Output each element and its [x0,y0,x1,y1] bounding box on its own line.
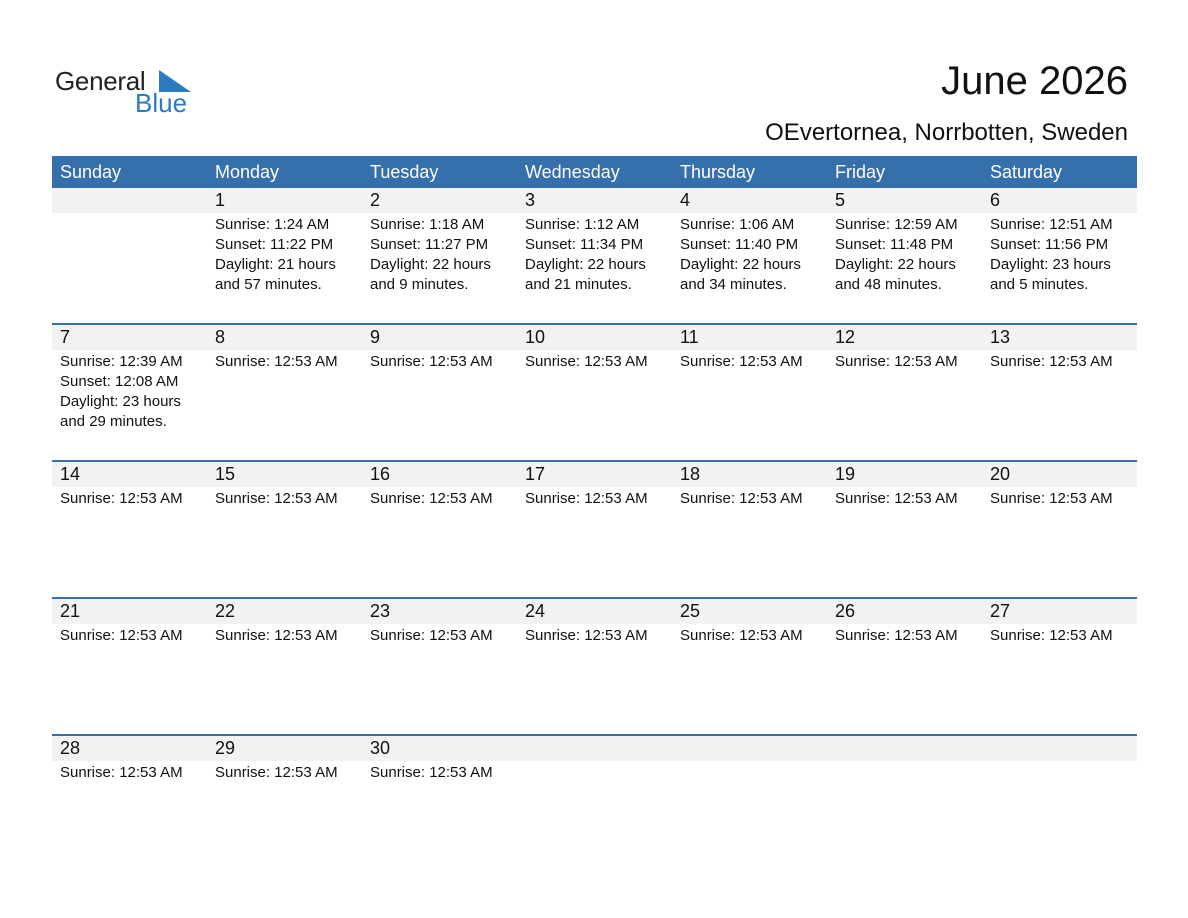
day-sun-info: Sunrise: 12:53 AM [215,353,338,370]
weekday-saturday: Saturday [990,162,1063,182]
day-number: 25 [672,599,827,624]
day-sun-info [517,761,672,763]
day-cell [517,462,672,597]
day-number: 2 [362,188,517,213]
day-cell [827,188,982,323]
day-sun-info: Sunrise: 12:53 AM [60,490,183,507]
day-sun-info [52,213,207,215]
day-sun-info: Sunrise: 12:53 AM [215,627,338,644]
day-sun-info: Sunrise: 12:53 AM [525,353,648,370]
day-sun-info: Sunrise: 1:18 AM Sunset: 11:27 PM Daylight: 22 hours and 9 minutes. [370,216,491,293]
day-number: 13 [982,325,1137,350]
week-row [52,597,1137,734]
day-cell [362,462,517,597]
day-cell [982,599,1137,734]
day-cell [517,325,672,460]
week-days [52,325,1137,460]
day-cell [207,599,362,734]
day-number [982,736,1137,761]
day-sun-info: Sunrise: 12:53 AM [60,627,183,644]
day-number: 17 [517,462,672,487]
day-number: 9 [362,325,517,350]
day-number: 27 [982,599,1137,624]
day-number [517,736,672,761]
weekday-wednesday: Wednesday [525,162,620,182]
day-sun-info: Sunrise: 12:53 AM [525,490,648,507]
day-cell [207,188,362,323]
day-number: 10 [517,325,672,350]
weeks-container [52,188,1137,871]
day-number: 30 [362,736,517,761]
day-number: 1 [207,188,362,213]
week-row [52,323,1137,460]
day-number [52,188,207,213]
day-sun-info: Sunrise: 12:53 AM [680,627,803,644]
day-cell [52,188,207,323]
day-number: 8 [207,325,362,350]
day-sun-info: Sunrise: 12:53 AM [370,490,493,507]
weekday-tuesday: Tuesday [370,162,439,182]
weekday-thursday: Thursday [680,162,756,182]
day-cell [982,736,1137,871]
day-sun-info: Sunrise: 12:53 AM [60,764,183,781]
day-sun-info: Sunrise: 1:24 AM Sunset: 11:22 PM Daylight: 21 hours and 57 minutes. [215,216,336,293]
day-number: 18 [672,462,827,487]
weekday-sunday: Sunday [60,162,122,182]
day-cell [52,599,207,734]
day-cell [517,736,672,871]
week-row [52,734,1137,871]
weekday-monday: Monday [215,162,280,182]
day-number [672,736,827,761]
logo-text-blue: Blue [135,88,188,118]
day-sun-info: Sunrise: 12:53 AM [215,764,338,781]
day-cell [362,736,517,871]
day-number: 22 [207,599,362,624]
day-number: 23 [362,599,517,624]
day-cell [672,188,827,323]
day-number: 3 [517,188,672,213]
week-days [52,599,1137,734]
day-number: 26 [827,599,982,624]
day-sun-info [672,761,827,763]
day-cell [207,736,362,871]
week-days [52,188,1137,323]
day-number: 24 [517,599,672,624]
day-sun-info: Sunrise: 12:59 AM Sunset: 11:48 PM Daylight: 22 hours and 48 minutes. [835,216,958,293]
day-sun-info: Sunrise: 1:12 AM Sunset: 11:34 PM Daylight: 22 hours and 21 minutes. [525,216,646,293]
day-cell [827,325,982,460]
day-cell [982,325,1137,460]
day-number: 15 [207,462,362,487]
week-row [52,188,1137,323]
day-cell [672,736,827,871]
day-number: 4 [672,188,827,213]
day-number: 6 [982,188,1137,213]
day-sun-info: Sunrise: 12:53 AM [680,353,803,370]
day-sun-info: Sunrise: 12:53 AM [525,627,648,644]
weekday-header-row [52,156,1137,188]
day-sun-info: Sunrise: 12:53 AM [835,490,958,507]
day-number: 5 [827,188,982,213]
day-number: 12 [827,325,982,350]
day-cell [362,325,517,460]
day-sun-info: Sunrise: 12:53 AM [680,490,803,507]
day-cell [517,599,672,734]
day-sun-info: Sunrise: 12:53 AM [215,490,338,507]
day-sun-info: Sunrise: 12:53 AM [990,353,1113,370]
day-number: 28 [52,736,207,761]
day-number: 11 [672,325,827,350]
day-sun-info: Sunrise: 12:53 AM [370,764,493,781]
day-number: 29 [207,736,362,761]
day-cell [517,188,672,323]
day-sun-info [827,761,982,763]
logo-text-general: General [55,66,146,96]
day-sun-info: Sunrise: 12:53 AM [835,627,958,644]
day-cell [672,462,827,597]
day-sun-info: Sunrise: 12:53 AM [990,627,1113,644]
day-cell [827,736,982,871]
day-cell [982,188,1137,323]
week-days [52,736,1137,871]
day-cell [207,462,362,597]
day-cell [362,599,517,734]
day-cell [52,325,207,460]
day-cell [672,325,827,460]
day-cell [52,736,207,871]
day-sun-info: Sunrise: 12:53 AM [370,627,493,644]
day-sun-info [982,761,1137,763]
logo [55,66,205,116]
day-cell [982,462,1137,597]
day-sun-info: Sunrise: 12:53 AM [370,353,493,370]
day-sun-info: Sunrise: 12:39 AM Sunset: 12:08 AM Daylight: 23 hours and 29 minutes. [60,353,183,430]
day-number: 16 [362,462,517,487]
location-subtitle: OEvertornea, Norrbotten, Sweden [765,119,1128,146]
day-cell [362,188,517,323]
day-cell [52,462,207,597]
day-sun-info: Sunrise: 1:06 AM Sunset: 11:40 PM Daylight: 22 hours and 34 minutes. [680,216,801,293]
week-row [52,460,1137,597]
day-sun-info: Sunrise: 12:53 AM [990,490,1113,507]
calendar-grid [52,156,1137,871]
page-title: June 2026 [941,59,1128,103]
day-number: 19 [827,462,982,487]
day-number [827,736,982,761]
day-sun-info: Sunrise: 12:51 AM Sunset: 11:56 PM Daylight: 23 hours and 5 minutes. [990,216,1113,293]
day-cell [827,599,982,734]
week-days [52,462,1137,597]
day-sun-info: Sunrise: 12:53 AM [835,353,958,370]
weekday-friday: Friday [835,162,886,182]
day-number: 7 [52,325,207,350]
day-number: 14 [52,462,207,487]
day-cell [672,599,827,734]
day-number: 20 [982,462,1137,487]
day-cell [827,462,982,597]
day-cell [207,325,362,460]
day-number: 21 [52,599,207,624]
